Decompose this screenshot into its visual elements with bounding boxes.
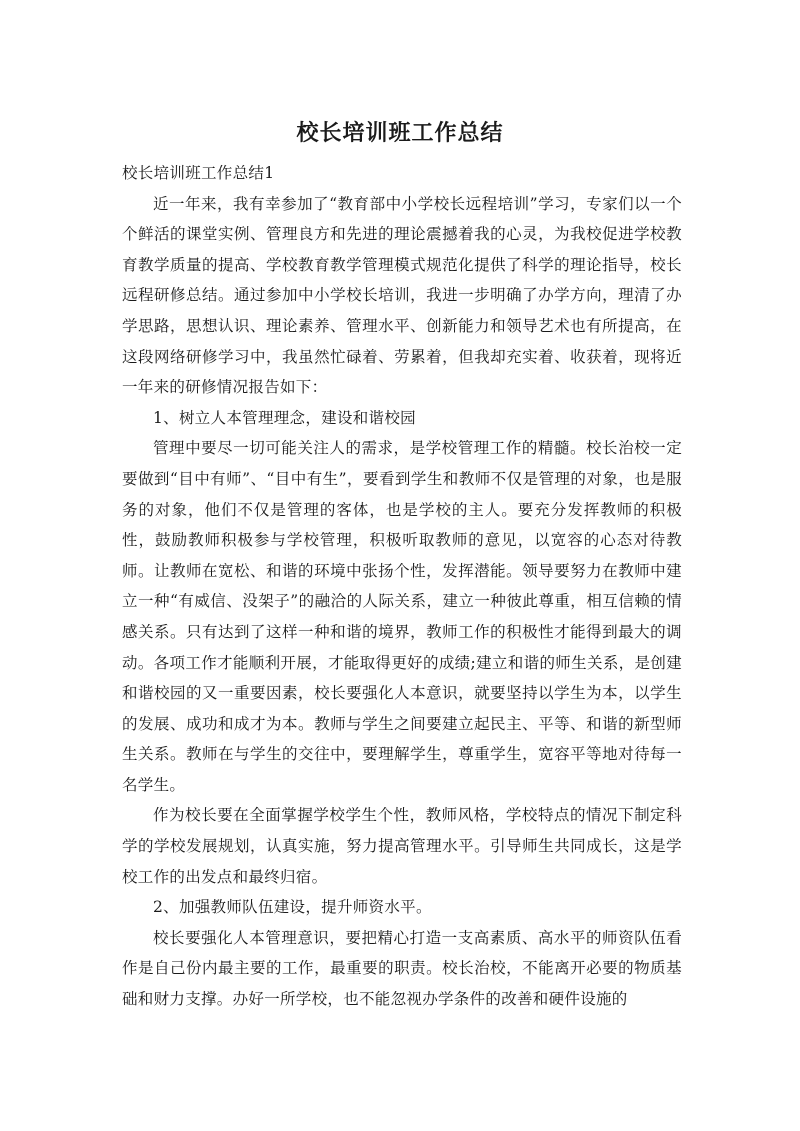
section-heading-2: 2、加强教师队伍建设，提升师资水平。 [153,898,432,917]
section-heading: 校长培训班工作总结1 [122,164,275,182]
section-heading-1: 1、树立人本管理理念，建设和谐校园 [153,408,416,427]
paragraph-principal-role: 作为校长要在全面掌握学校学生个性，教师风格，学校特点的情况下制定科学的学校发展规划，认真实施，努力提高管理水平。引导师生共同成长，这是学校工作的出发点和最终归宿。 [122,806,682,886]
paragraph-intro: 近一年来，我有幸参加了“教育部中小学校长远程培训”学习，专家们以一个个鲜活的课堂实例、管理良方和先进的理论震撼着我的心灵，为我校促进学校教育教学质量的提高、学校教育教学管理模式规范化提供了科学的理论指导，校长远程研修总结。通过参加中小学校长培训，我进一步明确了办学方向，理清了办学思路，思想认识、理论素养、管理水平、创新能力和领导艺术也有所提高，在这段网络研修学习中，我虽然忙碌着、劳累着，但我却充实着、收获着，现将近一年来的研修情况报告如下： [122,194,682,397]
paragraph-teacher-team: 校长要强化人本管理意识，要把精心打造一支高素质、高水平的师资队伍看作是自己份内最主要的工作，最重要的职责。校长治校，不能离开必要的物质基础和财力支撑。办好一所学校，也不能忽视办学条件的改善和硬件设施的 [122,928,682,1009]
paragraph-people-oriented: 管理中要尽一切可能关注人的需求，是学校管理工作的精髓。校长治校一定要做到“目中有师”、“目中有生”，要看到学生和教师不仅是管理的对象，也是服务的对象，他们不仅是管理的客体，也是学校的主人。要充分发挥教师的积极性，鼓励教师积极参与学校管理，积极听取教师的意见，以宽容的心态对待教师。让教师在宽松、和谐的环境中张扬个性，发挥潜能。领导要努力在教师中建立一种“有威信、没架子”的融洽的人际关系，建立一种彼此尊重，相互信赖的情感关系。只有达到了这样一种和谐的境界，教师工作的积极性才能得到最大的调动。各项工作才能顺利开展，才能取得更好的成绩;建立和谐的师生关系，是创建和谐校园的又一重要因素，校长要强化人本意识，就要坚持以学生为本，以学生的发展、成功和成才为本。教师与学生之间要建立起民主、平等、和谐的新型师生关系。教师在与学生的交往中，要理解学生，尊重学生，宽容平等地对待每一名学生。 [122,439,682,794]
document-body [122,158,682,1015]
document-title: 校长培训班工作总结 [296,121,504,146]
